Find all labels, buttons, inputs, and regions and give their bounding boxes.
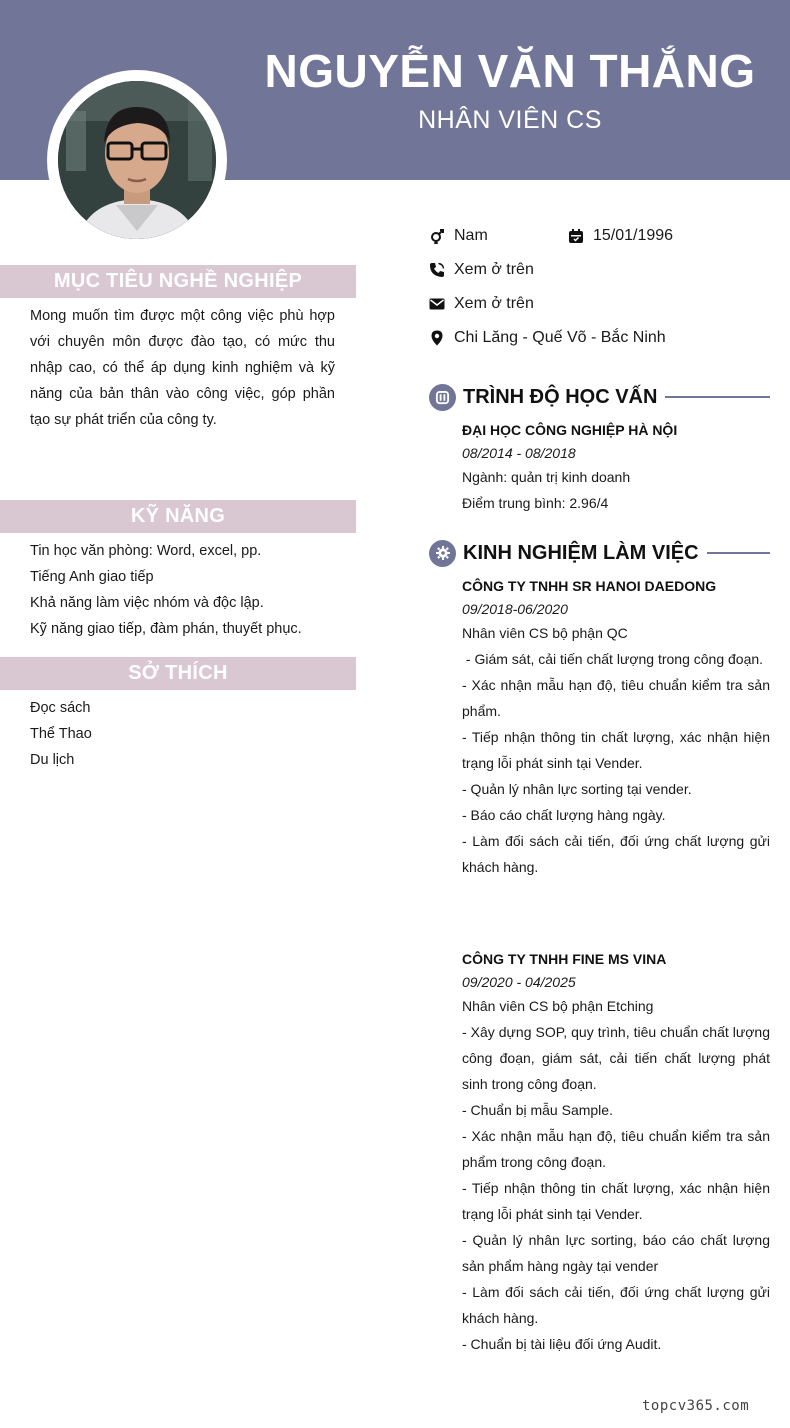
skills-heading: KỸ NĂNG [0,500,356,533]
job-duty: - Xác nhận mẫu hạn độ, tiêu chuẩn kiểm tra sản phẩm. [462,677,770,719]
address-value: Chi Lăng - Quế Võ - Bắc Ninh [454,329,666,346]
job-period: 09/2020 - 04/2025 [462,974,576,990]
book-icon [429,384,456,411]
phone-value: Xem ở trên [454,261,534,278]
job-role: Nhân viên CS bộ phận Etching [462,998,654,1014]
education-period: 08/2014 - 08/2018 [462,445,576,461]
job-duty: - Báo cáo chất lượng hàng ngày. [462,807,666,823]
job-duty: - Chuẩn bị tài liệu đối ứng Audit. [462,1336,662,1352]
education-gpa: Điểm trung bình: 2.96/4 [462,495,609,511]
location-pin-icon [429,330,445,346]
job-duty: - Xây dựng SOP, quy trình, tiêu chuẩn chất lượng công đoạn, giám sát, cải tiến chất lượng phát sinh trong công đoạn. [462,1024,770,1092]
school-name: ĐẠI HỌC CÔNG NGHIỆP HÀ NỘI [462,422,678,438]
section-divider [665,396,770,398]
gender-row [429,224,488,248]
job-role: Nhân viên CS bộ phận QC [462,625,628,641]
education-heading [429,383,770,411]
hobby-item: Đọc sách [30,700,91,716]
skill-item: Khả năng làm việc nhóm và độc lập. [30,595,264,611]
company-name: CÔNG TY TNHH SR HANOI DAEDONG [462,578,717,594]
job-period: 09/2018-06/2020 [462,601,568,617]
objective-heading: MỤC TIÊU NGHỀ NGHIỆP [0,265,356,298]
email-row [429,292,534,316]
gear-icon [429,540,456,567]
email-value: Xem ở trên [454,295,534,312]
experience-heading [429,539,770,567]
avatar [58,81,216,239]
job-block [462,947,770,1357]
gender-icon [429,228,445,244]
skill-item: Kỹ năng giao tiếp, đàm phán, thuyết phục. [30,621,302,637]
calendar-icon [568,228,584,244]
job-duty: - Giám sát, cải tiến chất lượng trong công đoạn. [462,651,764,667]
job-duty: - Xác nhận mẫu hạn độ, tiêu chuẩn kiểm tra sản phẩm trong công đoạn. [462,1128,770,1170]
skills-list [30,538,350,642]
job-block [462,574,770,880]
hobbies-list [30,695,350,773]
candidate-name: NGUYỄN VĂN THẮNG [264,45,756,97]
section-divider [707,552,770,554]
experience-title: KINH NGHIỆM LÀM VIỆC [463,541,699,564]
phone-row [429,258,534,282]
objective-text: Mong muốn tìm được một công việc phù hợp với chuyên môn được đào tạo, có mức thu nhập cao, có thể áp dụng kinh nghiệm và kỹ năng của bản thân vào công việc, góp phần tạo sự phát triển của công ty. [30,308,335,428]
job-duty: - Tiếp nhận thông tin chất lượng, xác nhận hiện trạng lỗi phát sinh tại Vender. [462,729,770,771]
hobby-item: Du lịch [30,752,75,768]
gender-value: Nam [454,227,488,244]
education-major: Ngành: quản trị kinh doanh [462,469,631,485]
dob-value: 15/01/1996 [593,227,674,244]
candidate-position: NHÂN VIÊN CS [418,106,602,134]
company-name: CÔNG TY TNHH FINE MS VINA [462,951,667,967]
hobby-item: Thể Thao [30,726,92,742]
dob-row [568,224,673,248]
skill-item: Tiếng Anh giao tiếp [30,569,154,585]
hobbies-heading: SỞ THÍCH [0,657,356,690]
address-row [429,326,666,350]
job-duty: - Làm đối sách cải tiến, đối ứng chất lượng gửi khách hàng. [462,1284,770,1326]
job-duty: - Làm đối sách cải tiến, đối ứng chất lượng gửi khách hàng. [462,833,770,875]
job-duty: - Tiếp nhận thông tin chất lượng, xác nhận hiện trạng lỗi phát sinh tại Vender. [462,1180,770,1222]
mail-icon [429,296,445,312]
education-title: TRÌNH ĐỘ HỌC VẤN [463,385,658,408]
job-duty: - Quản lý nhân lực sorting, báo cáo chất lượng sản phẩm hàng ngày tại vender [462,1232,770,1274]
job-duty: - Chuẩn bị mẫu Sample. [462,1102,613,1118]
skill-item: Tin học văn phòng: Word, excel, pp. [30,543,262,559]
education-block [462,418,770,516]
footer-site: topcv365.com [642,1398,750,1414]
job-duty: - Quản lý nhân lực sorting tại vender. [462,781,692,797]
phone-icon [429,262,445,278]
